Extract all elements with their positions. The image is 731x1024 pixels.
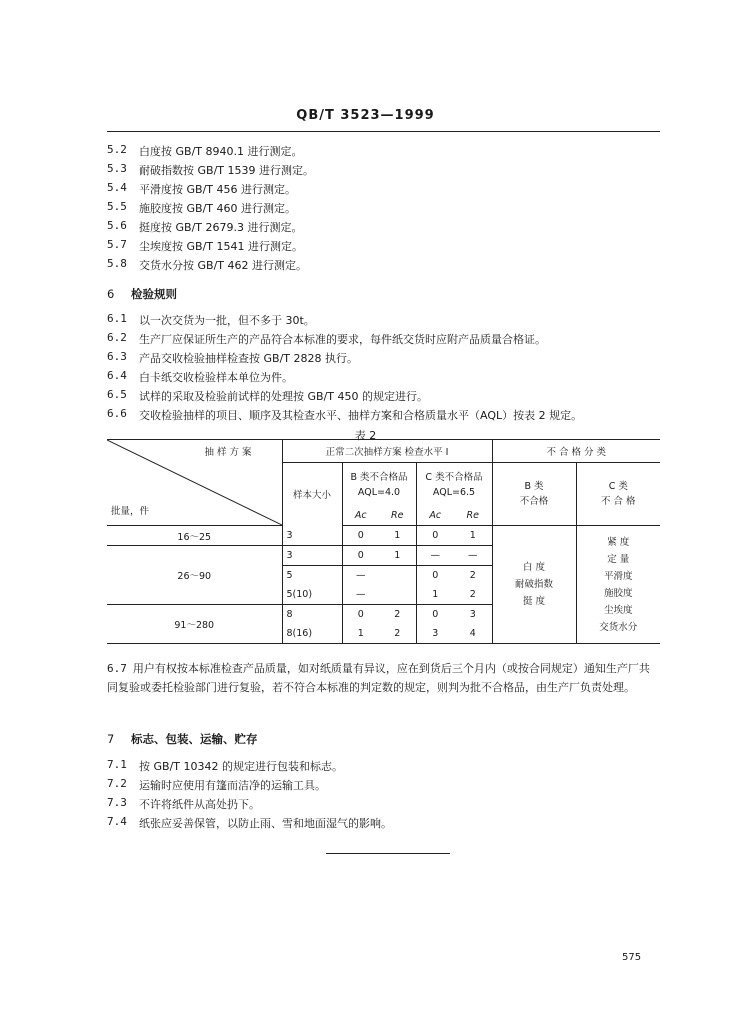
table-cell: 1 (416, 585, 454, 605)
item-5-3: 5.3 耐破指数按 GB/T 1539 进行测定。 (107, 162, 314, 177)
table-cell: 0 (416, 526, 454, 546)
table-cell: 3 (454, 605, 492, 625)
table-cell: 1 (379, 526, 416, 546)
lot-91-280: 91～280 (107, 605, 282, 644)
item-6-5: 6.5 试样的采取及检验前试样的处理按 GB/T 450 的规定进行。 (107, 388, 428, 403)
table-cell: 0 (342, 526, 379, 546)
paragraph-6-7: 6.7 用户有权按本标准检查产品质量，如对纸质量有异议，应在到货后三个月内（或按合同规定）通知生产厂共同复验或委托检验部门进行复验，若不符合本标准的判定数的规定，则判为批不合格品，由生产厂负责处理。 (107, 662, 650, 694)
table-cell: 0 (342, 546, 379, 566)
section-7-heading: 7 标志、包装、运输、贮存 (107, 732, 258, 746)
table-cell: 8 (282, 605, 342, 625)
table-cell (379, 585, 416, 605)
table-cell: — (454, 546, 492, 566)
sample-size-header: 样本大小 (282, 463, 342, 526)
c-ac-header: Ac (416, 506, 454, 526)
b-ac-header: Ac (342, 506, 379, 526)
table-cell: 2 (454, 585, 492, 605)
page-number: 575 (622, 952, 642, 963)
item-7-4: 7.4 纸张应妥善保管，以防止雨、雪和地面湿气的影响。 (107, 815, 392, 830)
item-7-2: 7.2 运输时应使用有篷而洁净的运输工具。 (107, 777, 326, 792)
table-cell: 5 (282, 566, 342, 586)
table-cell: 2 (379, 624, 416, 644)
item-5-2: 5.2 白度按 GB/T 8940.1 进行测定。 (107, 143, 303, 158)
diagonal-header-cell (107, 440, 282, 526)
item-6-2: 6.2 生产厂应保证所生产的产品符合本标准的要求，每件纸交货时应附产品质量合格证。 (107, 331, 546, 346)
table-cell: 1 (454, 526, 492, 546)
nc-b-header: B 类 不合格 (492, 463, 576, 526)
table-cell: 0 (357, 609, 364, 620)
table-caption: 表 2 (354, 429, 377, 442)
nc-c-header: C 类 不 合 格 (576, 463, 660, 526)
header-rule (107, 131, 660, 132)
plan-header: 正常二次抽样方案 检查水平 Ⅰ (282, 440, 492, 463)
b-re-header: Re (379, 506, 416, 526)
item-7-3: 7.3 不许将纸件从高处扔下。 (107, 796, 260, 811)
sampling-table (107, 439, 660, 644)
table-cell: 1 (379, 546, 416, 566)
table-cell: — (416, 546, 454, 566)
c-re-header: Re (454, 506, 492, 526)
diag-bottom-label: 批量，件 (111, 506, 150, 517)
item-5-8: 5.8 交货水分按 GB/T 462 进行测定。 (107, 257, 307, 272)
table-cell: 2 (454, 566, 492, 586)
item-5-5: 5.5 施胶度按 GB/T 460 进行测定。 (107, 200, 296, 215)
table-cell: — (342, 585, 379, 605)
document-header: QB/T 3523—1999 (296, 108, 435, 123)
nc-header: 不 合 格 分 类 (492, 440, 660, 463)
table-cell: 8(16) (282, 624, 342, 644)
item-5-4: 5.4 平滑度按 GB/T 456 进行测定。 (107, 181, 296, 196)
table-cell: 2 (379, 605, 416, 625)
end-rule (326, 853, 450, 854)
table-cell (379, 566, 416, 586)
item-6-3: 6.3 产品交收检验抽样检查按 GB/T 2828 执行。 (107, 350, 358, 365)
lot-16-25: 16～25 (107, 526, 282, 546)
table-cell: 4 (454, 624, 492, 644)
item-5-6: 5.6 挺度按 GB/T 2679.3 进行测定。 (107, 219, 303, 234)
diag-top-label: 抽 样 方 案 (204, 447, 252, 458)
item-7-1: 7.1 按 GB/T 10342 的规定进行包装和标志。 (107, 758, 343, 773)
table-cell: — (356, 570, 366, 581)
item-5-7: 5.7 尘埃度按 GB/T 1541 进行测定。 (107, 238, 303, 253)
item-6-4: 6.4 白卡纸交收检验样本单位为件。 (107, 369, 293, 384)
table-cell: 3 (282, 546, 342, 566)
lot-26-90: 26～90 (107, 546, 282, 605)
c-class-header: C 类不合格品 AQL=6.5 (416, 463, 492, 507)
table-cell: 0 (432, 609, 439, 620)
table-cell: 0 (432, 570, 439, 581)
item-6-1: 6.1 以一次交货为一批，但不多于 30t。 (107, 312, 315, 327)
b-items: 白 度 耐破指数 挺 度 (492, 526, 576, 644)
table-cell: 1 (342, 624, 379, 644)
table-cell: 5(10) (282, 585, 342, 605)
section-6-heading: 6 检验规则 (107, 287, 177, 301)
b-class-header: B 类不合格品 AQL=4.0 (342, 463, 416, 507)
c-items: 紧 度 定 量 平滑度 施胶度 尘埃度 交货水分 (576, 526, 660, 644)
table-cell: 3 (282, 526, 342, 546)
item-6-6: 6.6 交收检验抽样的项目、顺序及其检查水平、抽样方案和合格质量水平（AQL）按表 2 规定。 (107, 407, 583, 422)
table-cell: 3 (416, 624, 454, 644)
